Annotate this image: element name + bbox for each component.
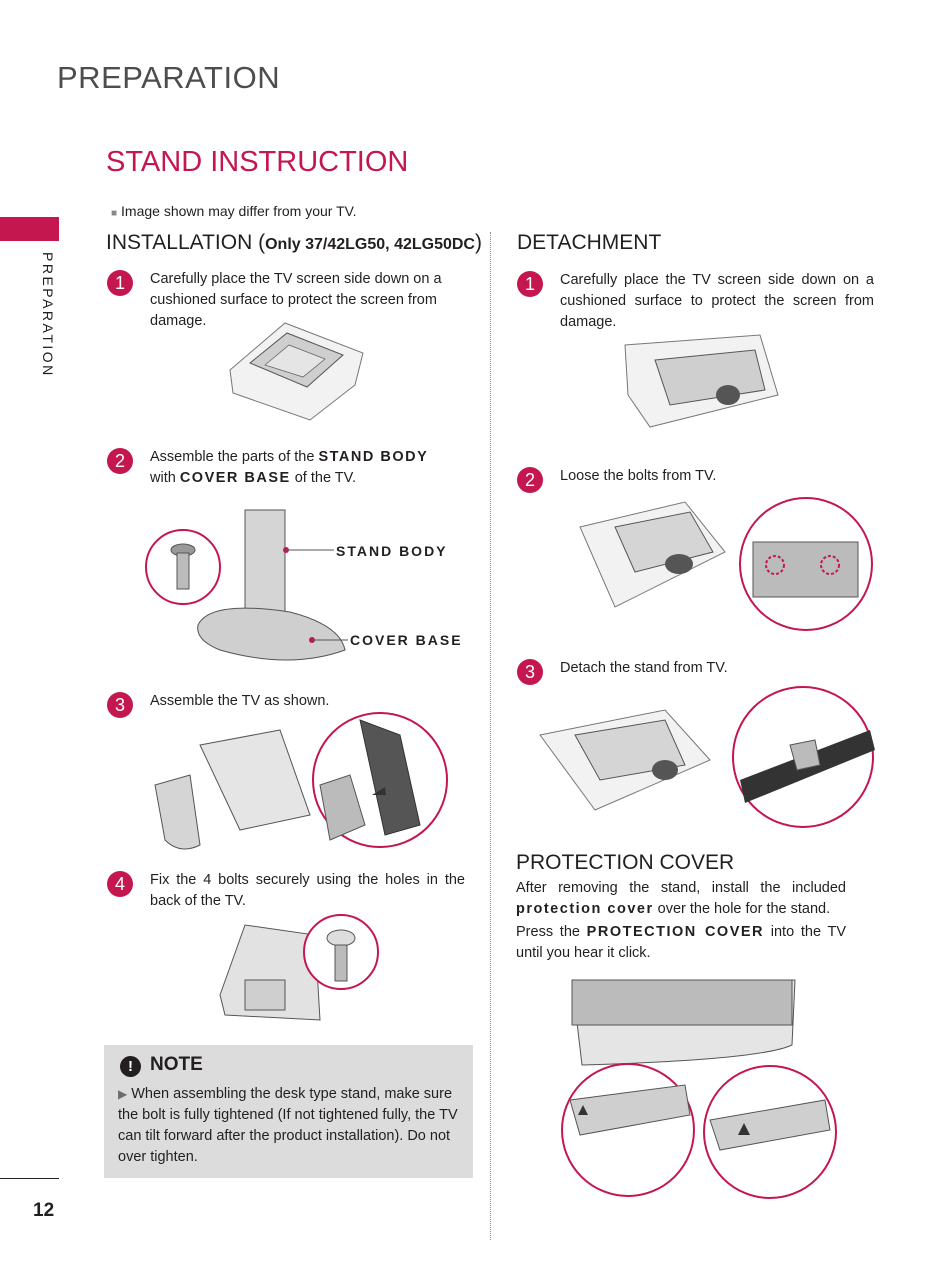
side-tab-marker — [0, 217, 59, 241]
detach-step-1-text: Carefully place the TV screen side down on a cushioned surface to protect the screen from damage. — [560, 272, 874, 330]
install-step-2-text: Assemble the parts of the STAND BODY with COVER BASE of the TV. — [150, 449, 429, 486]
bolt-fixing-illustration — [215, 915, 385, 1025]
note-title: NOTE — [150, 1054, 203, 1075]
detach-step-2-number: 2 — [517, 467, 543, 493]
callout-stand-body: STAND BODY — [336, 543, 448, 559]
install-step-1-text: Carefully place the TV screen side down on a cushioned surface to protect the screen from damage. — [150, 271, 442, 329]
page-header-title: PREPARATION — [57, 60, 281, 95]
protection-cover-illustration — [560, 975, 840, 1200]
detach-step-1-number: 1 — [517, 271, 543, 297]
install-step-3-text: Assemble the TV as shown. — [150, 693, 330, 709]
detach-step-3-text: Detach the stand from TV. — [560, 660, 728, 676]
installation-heading: INSTALLATION (Only 37/42LG50, 42LG50DC) — [106, 231, 482, 254]
protection-cover-heading: PROTECTION COVER — [516, 851, 735, 874]
section-title: STAND INSTRUCTION — [106, 146, 409, 178]
install-step-4-number: 4 — [107, 871, 133, 897]
install-step-3-number: 3 — [107, 692, 133, 718]
tv-on-cushion-illustration — [225, 315, 365, 425]
side-section-label: PREPARATION — [40, 252, 56, 378]
detach-step-2-text: Loose the bolts from TV. — [560, 468, 717, 484]
detach-stand-illustration — [535, 685, 880, 830]
square-bullet-icon: ■ — [111, 208, 118, 219]
detach-step-3-number: 3 — [517, 659, 543, 685]
disclaimer — [111, 203, 357, 219]
protection-cover-paragraph-2: Press the PROTECTION COVER into the TV until you hear it click. — [516, 924, 847, 961]
column-divider — [490, 232, 491, 1240]
exclamation-icon: ! — [120, 1056, 141, 1077]
loosen-bolts-illustration — [575, 497, 875, 632]
detachment-heading: DETACHMENT — [517, 231, 662, 254]
tv-assembly-illustration — [150, 715, 450, 855]
callout-cover-base: COVER BASE — [350, 632, 463, 648]
protection-cover-paragraph-1: After removing the stand, install the included protection cover over the hole for the stand. — [516, 880, 846, 917]
disclaimer-text: Image shown may differ from your TV. — [121, 203, 357, 219]
install-step-1-number: 1 — [107, 270, 133, 296]
note-text: ▶ When assembling the desk type stand, make sure the bolt is fully tightened (If not tightened fully, the TV can tilt forward after the product installation). Do not over tighten. — [118, 1086, 458, 1165]
page-number: 12 — [33, 1200, 55, 1221]
footer-rule — [0, 1178, 59, 1179]
install-step-2-number: 2 — [107, 448, 133, 474]
triangle-bullet-icon: ▶ — [118, 1087, 128, 1101]
tv-with-stand-on-cushion-illustration — [620, 335, 780, 430]
stand-assembly-illustration — [140, 500, 350, 680]
install-step-4-text: Fix the 4 bolts securely using the holes in the back of the TV. — [150, 872, 465, 909]
